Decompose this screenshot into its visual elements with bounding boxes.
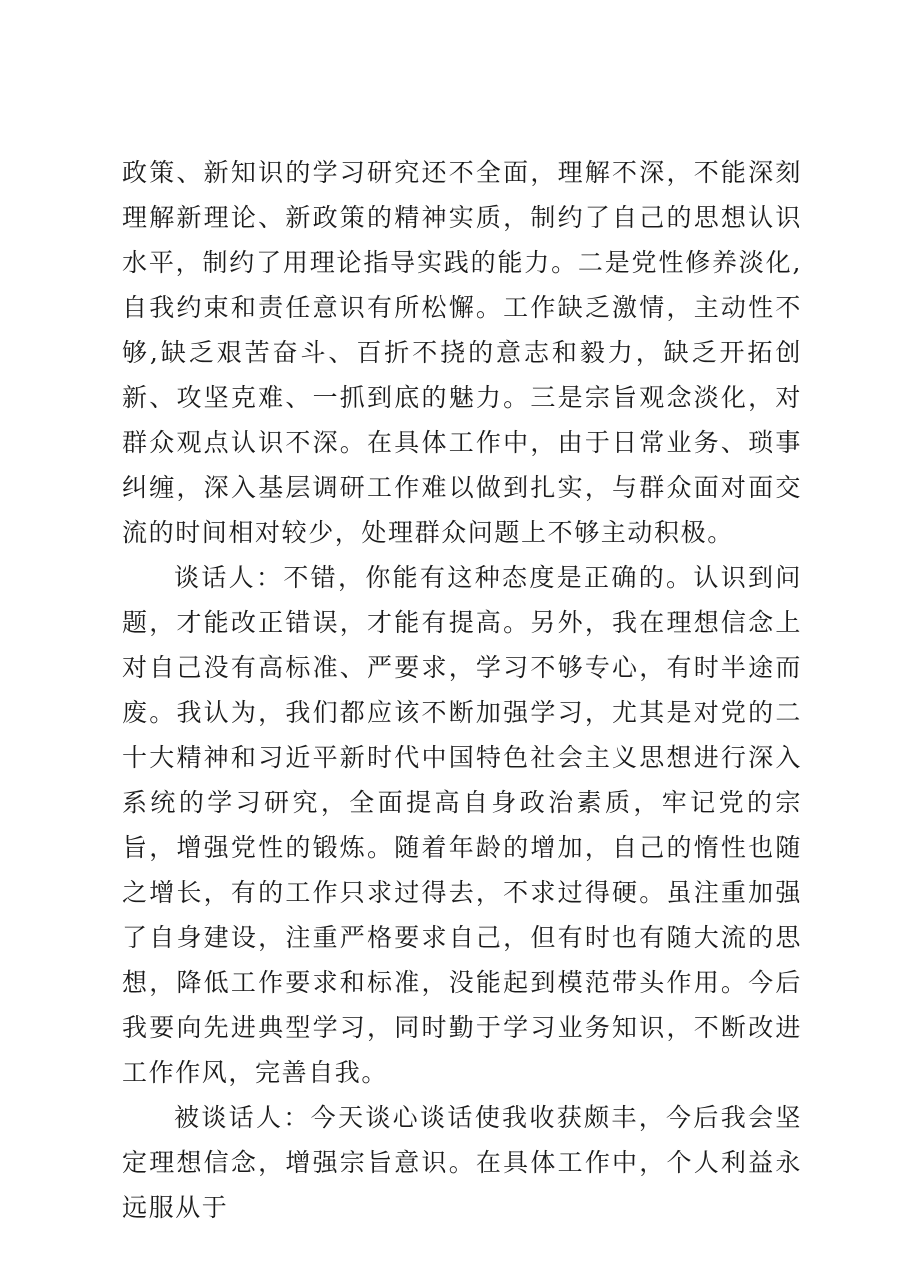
document-body [122,150,802,1230]
paragraph-interviewer: 谈话人：不错，你能有这种态度是正确的。认识到问题，才能改正错误，才能有提高。另外，我在理想信念上对自己没有高标准、严要求，学习不够专心，有时半途而废。我认为，我们都应该不断加强学习，尤其是对党的二十大精神和习近平新时代中国特色社会主义思想进行深入系统的学习研究，全面提高自身政治素质，牢记党的宗旨，增强党性的锻炼。随着年龄的增加，自己的惰性也随之增长，有的工作只求过得去，不求过得硬。虽注重加强了自身建设，注重严格要求自己，但有时也有随大流的思想，降低工作要求和标准，没能起到模范带头作用。今后我要向先进典型学习，同时勤于学习业务知识，不断改进工作作风，完善自我。 [122,563,802,1087]
paragraph-continuation: 政策、新知识的学习研究还不全面，理解不深，不能深刻理解新理论、新政策的精神实质，制约了自己的思想认识水平，制约了用理论指导实践的能力。二是党性修养淡化,自我约束和责任意识有所松懈。工作缺乏激情，主动性不够,缺乏艰苦奋斗、百折不挠的意志和毅力，缺乏开拓创新、攻坚克难、一抓到底的魅力。三是宗旨观念淡化，对群众观点认识不深。在具体工作中，由于日常业务、琐事纠缠，深入基层调研工作难以做到扎实，与群众面对面交流的时间相对较少，处理群众问题上不够主动积极。 [122,158,802,547]
paragraph-interviewee: 被谈话人：今天谈心谈话使我收获颇丰，今后我会坚定理想信念，增强宗旨意识。在具体工作中，个人利益永远服从于 [122,1103,802,1222]
